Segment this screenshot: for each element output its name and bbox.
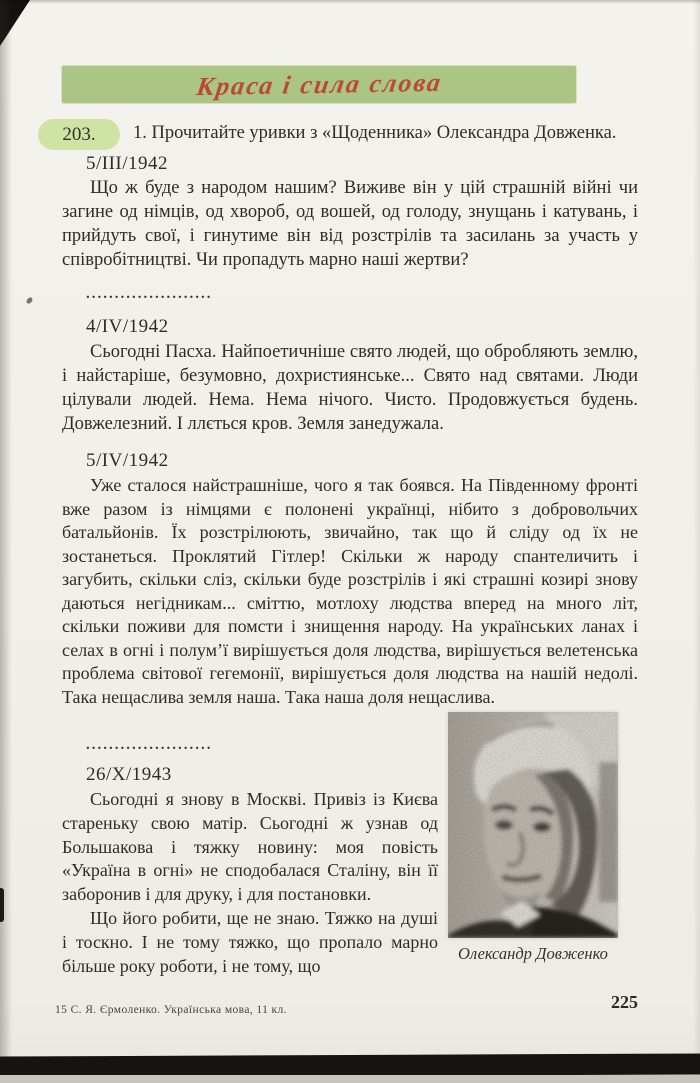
diary-entry-4-paragraph-2: Що його робити, ще не знаю. Тяжко на душі і тоскно. І не тому тяжко, що пропало марно більше року роботи, і не тому, що (62, 907, 438, 976)
scan-edge-top-shadow (0, 0, 700, 4)
scan-edge-right-shadow (693, 0, 700, 1083)
dovzhenko-portrait-illustration (448, 712, 618, 938)
diary-entry-4-paragraph-1: Сьогодні я знову в Москві. Привіз із Києва стареньку свою матір. Сьогодні ж узнав од Большакова і тяжку новину: моя повість «Україна в огні» не сподобалася Сталіну, він її заборонив і для друку, і для постановки. (62, 789, 438, 905)
chapter-banner (62, 66, 576, 103)
scan-margin-speck (25, 296, 33, 305)
scan-surface-below-page (0, 1075, 700, 1083)
diary-entry-text-4 (62, 788, 438, 978)
diary-entry-date-3: 5/IV/1942 (86, 450, 169, 471)
page-number: 225 (611, 992, 638, 1012)
scan-left-edge-mark (0, 888, 4, 922)
diary-entry-text-3: Уже сталося найстрашніше, чого я так боявся. На Південному фронті вже разом із німцями є полонені українці, нібито з добровольчих батальйонів. Їх розстрілюють, звичайно, так що й сліду од їх не зостанеться. Проклятий Гітлер! Скільки ж народу спантеличить і загубить, скільки сліз, скільки буде розстрілів і які страшні козирі знову даються негідникам... сміттю, мотлоху людства вперед на много літ, скільки поживи для помсти і знищення народу. На українських ланах і селах в огні і полум’ї вирішується доля людства, вирішується велетенська проблема світової гегемонії, вирішується доля людства на нашій недолі. Така нещаслива земля наша. Така наша доля нещаслива. (62, 475, 638, 707)
exercise-header (38, 119, 638, 150)
dotted-separator-1: ...................... (86, 286, 213, 302)
diary-entry-date-2: 4/IV/1942 (86, 316, 169, 337)
exercise-number-badge (38, 119, 120, 150)
footer-imprint: 15 С. Я. Єрмоленко. Українська мова, 11 кл. (55, 1004, 287, 1016)
diary-entry-date-4: 26/X/1943 (86, 764, 172, 785)
scan-book-bottom-edge (0, 1053, 700, 1077)
chapter-banner-title: Краса і сила слова (194, 67, 444, 101)
exercise-number: 203. (62, 123, 96, 145)
diary-entry-text-2: Сьогодні Пасха. Найпоетичніше свято людей, що обробляють землю, і найстаріше, безумовно, дохристиянське... Свято над святами. Люди цілували людей. Нема. Нема нічого. Чисто. Продовжується будень. Довжелезний. І ллється кров. Земля занедужала. (62, 342, 638, 434)
exercise-task-text: 1. Прочитайте уривки з «Щоденника» Олександра Довженка. (133, 123, 617, 143)
diary-entry-text-1: Що ж буде з народом нашим? Виживе він у цій страшній війні чи загине од німців, од хвороб, од вошей, од голоду, знущань і катувань, і прийдуть свої, і гинутиме він від розстрілів та засилань за участь у співробітництві. Чи пропадуть марно наші жертви? (62, 178, 638, 270)
dotted-separator-2: ...................... (86, 737, 213, 753)
diary-entry-date-1: 5/III/1942 (86, 153, 169, 174)
dovzhenko-portrait-photo (448, 712, 618, 938)
photo-caption: Олександр Довженко (458, 944, 608, 963)
